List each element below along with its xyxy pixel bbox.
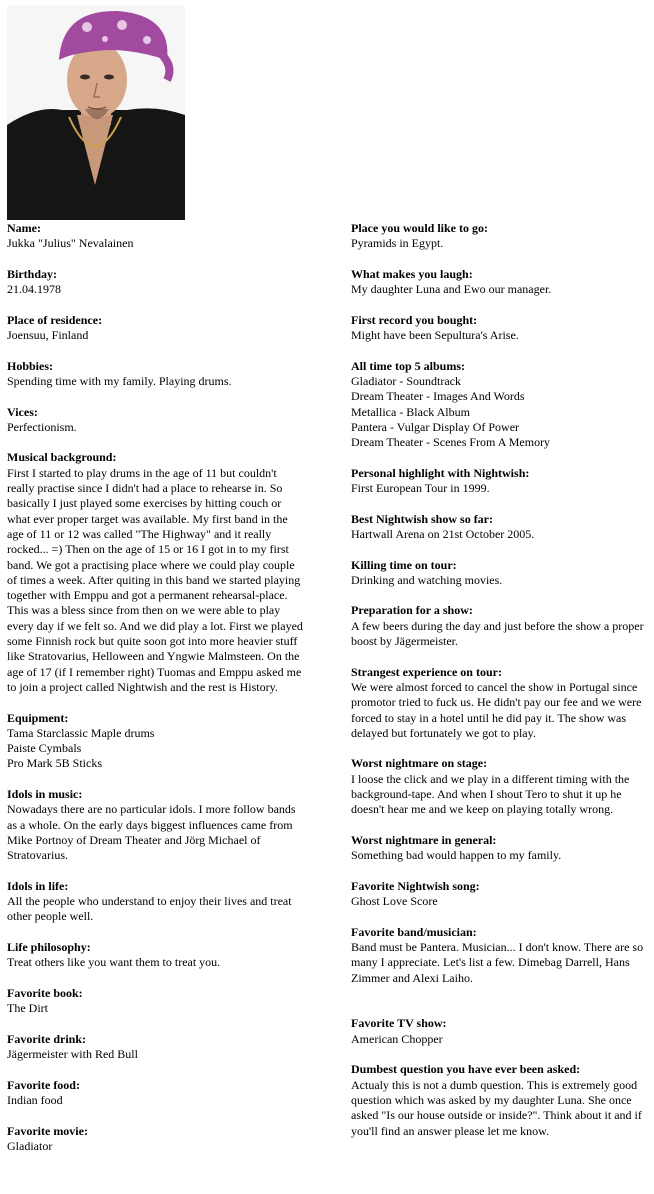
field-label: Favorite drink:: [7, 1031, 86, 1046]
field-value: Gladiator: [7, 1138, 53, 1153]
field-idols-in-life: [7, 879, 305, 925]
field-best-show: [351, 512, 649, 543]
field-value: Treat others like you want them to treat you.: [7, 955, 221, 970]
field-label: Life philosophy:: [7, 939, 91, 954]
field-label: Best Nightwish show so far:: [351, 511, 494, 526]
album-item: Dream Theater - Scenes From A Memory: [351, 435, 551, 450]
equipment-item: Paiste Cymbals: [7, 741, 82, 756]
field-label: Dumbest question you have ever been asked:: [351, 1062, 581, 1077]
field-life-philosophy: [7, 940, 305, 971]
field-value: American Chopper: [351, 1031, 443, 1046]
field-birthday: [7, 267, 305, 298]
field-favorite-tv-show: [351, 1016, 649, 1047]
field-label: Strangest experience on tour:: [351, 664, 502, 679]
equipment-item: Pro Mark 5B Sticks: [7, 756, 103, 771]
field-first-record: [351, 313, 649, 344]
field-label: Musical background:: [7, 450, 117, 465]
field-label: Idols in life:: [7, 878, 69, 893]
field-label: Favorite book:: [7, 985, 83, 1000]
field-label: Favorite movie:: [7, 1123, 88, 1138]
field-value: Ghost Love Score: [351, 894, 438, 909]
field-preparation: [351, 603, 649, 649]
field-value: We were almost forced to cancel the show in Portugal since promotor tried to fuck us. He didn't pay our fee and we were forced to stay in a hotel until he did pay it. The show was delayed but fortunately we got to play.: [351, 679, 642, 740]
field-vices: [7, 405, 305, 436]
field-favorite-drink: [7, 1032, 305, 1063]
field-value: All the people who understand to enjoy their lives and treat other people well.: [7, 894, 292, 924]
field-value: First European Tour in 1999.: [351, 481, 490, 496]
field-label: Favorite food:: [7, 1077, 80, 1092]
field-value: Spending time with my family. Playing drums.: [7, 373, 232, 388]
field-value: A few beers during the day and just before the show a proper boost by Jägermeister.: [351, 618, 644, 649]
field-favorite-band: [351, 925, 649, 986]
field-value: Actualy this is not a dumb question. This is extremely good question which was asked by my daughter Luna. She once asked "Is our house outside or inside?". Think about it and if you'll find an answer please let me know.: [351, 1077, 642, 1138]
field-label: Vices:: [7, 404, 38, 419]
album-item: Pantera - Vulgar Display Of Power: [351, 419, 520, 434]
field-idols-in-music: [7, 787, 305, 863]
field-value: Indian food: [7, 1092, 63, 1107]
field-value: Band must be Pantera. Musician... I don't know. There are so many I appreciate. Let's list a few. Dimebag Darrell, Hans Zimmer and Alexi Laiho.: [351, 939, 644, 985]
field-residence: [7, 313, 305, 344]
left-column: [7, 221, 305, 1169]
field-top-albums: [351, 359, 649, 451]
field-value: 21.04.1978: [7, 282, 61, 297]
field-strangest-experience: [351, 665, 649, 741]
field-label: Favorite TV show:: [351, 1016, 447, 1031]
field-label: First record you bought:: [351, 312, 478, 327]
field-label: Preparation for a show:: [351, 603, 473, 618]
field-label: Worst nightmare on stage:: [351, 756, 488, 771]
field-value: Nowadays there are no particular idols. I more follow bands as a whole. On the early days biggest influences came from Mike Portnoy of Dream Theater and Jörg Michael of Stratovarius.: [7, 802, 296, 863]
right-column: [351, 221, 649, 1154]
field-hobbies: [7, 359, 305, 390]
field-label: Equipment:: [7, 710, 69, 725]
album-item: Dream Theater - Images And Words: [351, 389, 525, 404]
album-item: Metallica - Black Album: [351, 404, 470, 419]
field-place-to-go: [351, 221, 649, 252]
field-value: Joensuu, Finland: [7, 328, 89, 343]
portrait-image: [7, 5, 185, 220]
field-label: Place you would like to go:: [351, 221, 488, 235]
field-label: Place of residence:: [7, 312, 103, 327]
field-favorite-book: [7, 986, 305, 1017]
equipment-item: Tama Starclassic Maple drums: [7, 725, 155, 740]
field-label: What makes you laugh:: [351, 266, 473, 281]
field-value: Perfectionism.: [7, 419, 77, 434]
field-killing-time: [351, 558, 649, 589]
field-value: Pyramids in Egypt.: [351, 236, 444, 251]
field-label: Name:: [7, 221, 41, 235]
field-value: First I started to play drums in the age of 11 but couldn't really practise since I didn't had a place to rehearse in. So basically I just played some exercises by hitting couch or what ever proper target was available. My first band in the age of 11 or 12 was called "The Highway" and it really rocked... =) Then on the age of 15 or 16 I got in to my first band. We got a practising place where we could play couple of times a week. After quiting in this band we started playing together with Emppu and got a permanent rehearsal-place. This was a bless since from then on we were able to play every day if we felt so. And we did play a lot. First we played some Finnish rock but quite soon got into more heavier stuff like Stratovarius, Helloween and Yngwie Malmsteen. On the age of 17 (if I remember right) Tuomas and Emppu asked me to join a project called Nightwish and the rest is History.: [7, 465, 303, 694]
field-worst-nightmare-general: [351, 833, 649, 864]
profile-photo: [7, 5, 185, 220]
field-value: I loose the click and we play in a different timing with the background-tape. And when I shout Tero to shut it up he doesn't hear me and we keep on playing totally wrong.: [351, 771, 630, 817]
field-label: Worst nightmare in general:: [351, 832, 497, 847]
field-label: Birthday:: [7, 266, 58, 281]
field-value: Jukka "Julius" Nevalainen: [7, 236, 134, 251]
field-equipment: [7, 711, 305, 772]
album-item: Gladiator - Soundtrack: [351, 373, 461, 388]
field-value: Something bad would happen to my family.: [351, 848, 562, 863]
field-dumbest-question: [351, 1062, 649, 1138]
field-value: The Dirt: [7, 1001, 48, 1016]
field-label: Idols in music:: [7, 786, 83, 801]
field-favorite-song: [351, 879, 649, 910]
field-makes-you-laugh: [351, 267, 649, 298]
field-label: Favorite band/musician:: [351, 924, 477, 939]
field-label: Hobbies:: [7, 358, 54, 373]
field-label: Killing time on tour:: [351, 557, 457, 572]
field-value: My daughter Luna and Ewo our manager.: [351, 282, 552, 297]
field-favorite-food: [7, 1078, 305, 1109]
field-value: Jägermeister with Red Bull: [7, 1047, 138, 1062]
field-favorite-movie: [7, 1124, 305, 1155]
field-musical-background: [7, 450, 305, 695]
spacer: [351, 1001, 649, 1016]
field-label: Favorite Nightwish song:: [351, 878, 480, 893]
field-personal-highlight: [351, 466, 649, 497]
field-name: [7, 221, 305, 252]
field-label: All time top 5 albums:: [351, 358, 465, 373]
field-worst-nightmare-stage: [351, 756, 649, 817]
field-value: Drinking and watching movies.: [351, 572, 503, 587]
field-label: Personal highlight with Nightwish:: [351, 465, 530, 480]
field-value: Hartwall Arena on 21st October 2005.: [351, 526, 535, 541]
field-value: Might have been Sepultura's Arise.: [351, 328, 519, 343]
